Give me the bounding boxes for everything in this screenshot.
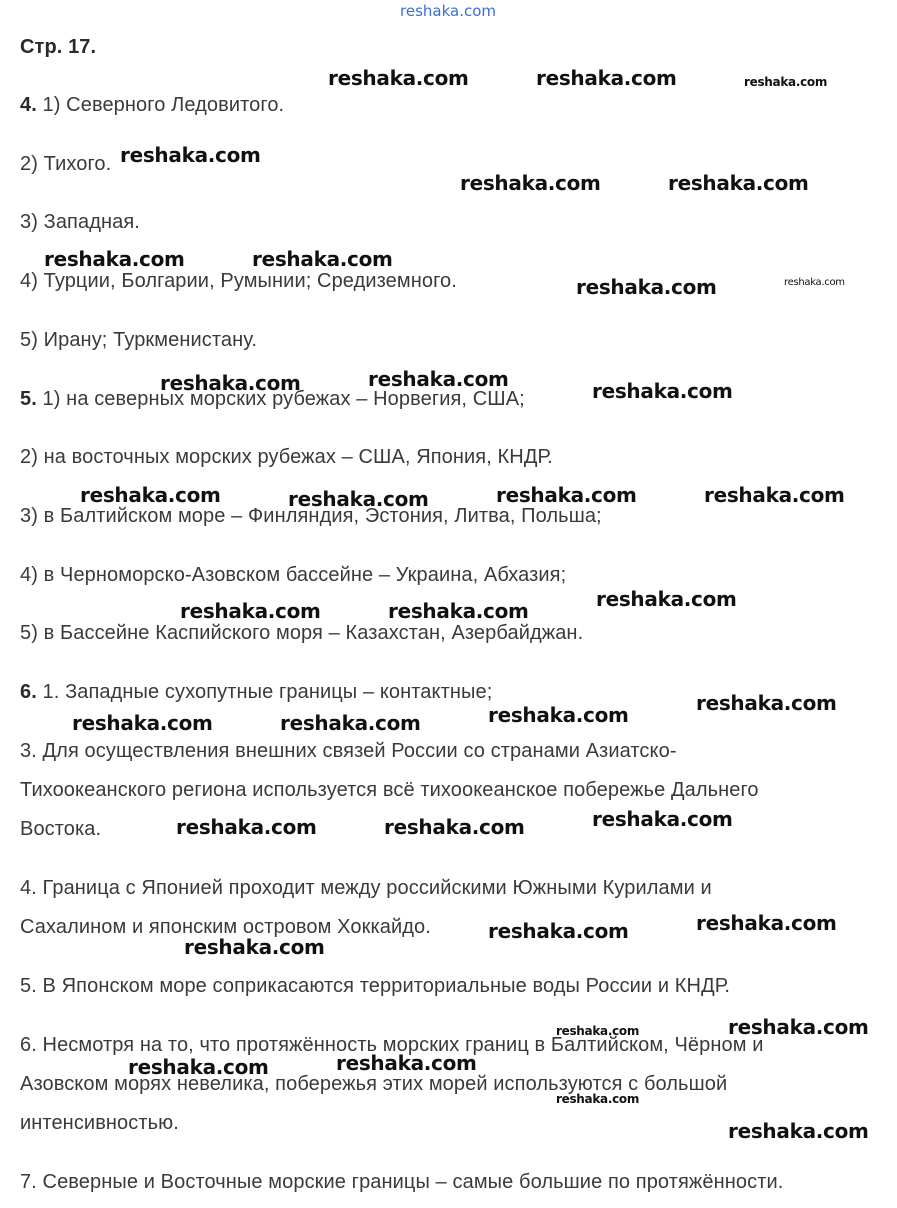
watermark: reshaka.com bbox=[556, 1092, 640, 1106]
answer-line bbox=[20, 203, 140, 242]
task-number: 5. bbox=[20, 388, 37, 410]
watermark: reshaka.com bbox=[488, 703, 629, 727]
watermark: reshaka.com bbox=[576, 275, 717, 299]
page-label: Стр. 17. bbox=[20, 36, 97, 58]
watermark: reshaka.com bbox=[592, 807, 733, 831]
watermark: reshaka.com bbox=[496, 483, 637, 507]
answer-line bbox=[20, 438, 553, 477]
watermark: reshaka.com bbox=[280, 711, 421, 735]
answer-text: 1) Северного Ледовитого. bbox=[36, 94, 285, 116]
watermark: reshaka.com bbox=[592, 379, 733, 403]
answer-line bbox=[20, 1163, 783, 1202]
answer-text: 1. Западные сухопутные границы – контактные; bbox=[36, 681, 493, 703]
answer-text: 4. Граница с Японией проходит между российскими Южными Курилами и bbox=[20, 877, 712, 899]
watermark: reshaka.com bbox=[180, 599, 321, 623]
watermark: reshaka.com bbox=[120, 143, 261, 167]
watermark: reshaka.com bbox=[80, 483, 221, 507]
watermark: reshaka.com bbox=[176, 815, 317, 839]
watermark: reshaka.com bbox=[460, 171, 601, 195]
watermark: reshaka.com bbox=[696, 691, 837, 715]
watermark: reshaka.com bbox=[556, 1024, 640, 1038]
answer-line bbox=[20, 86, 284, 125]
watermark: reshaka.com bbox=[384, 815, 525, 839]
watermark: reshaka.com bbox=[72, 711, 213, 735]
watermark: reshaka.com bbox=[536, 66, 677, 90]
task-number: 4. bbox=[20, 94, 37, 116]
answer-line bbox=[20, 556, 566, 595]
watermark: reshaka.com bbox=[160, 371, 301, 395]
watermark: reshaka.com bbox=[252, 247, 393, 271]
answer-text: Сахалином и японским островом Хоккайдо. bbox=[20, 916, 431, 938]
watermark: reshaka.com bbox=[696, 911, 837, 935]
answer-text: 4) Турции, Болгарии, Румынии; Средиземного. bbox=[20, 270, 457, 292]
answer-text: Востока. bbox=[20, 818, 102, 840]
answer-text: 7. Северные и Восточные морские границы – самые большие по протяжённости. bbox=[20, 1171, 784, 1193]
answer-line bbox=[20, 732, 677, 771]
answer-line bbox=[20, 145, 111, 184]
answer-line bbox=[20, 673, 492, 712]
answer-text: 1) на северных морских рубежах – Норвегия, США; bbox=[36, 388, 525, 410]
watermark: reshaka.com bbox=[728, 1015, 869, 1039]
answer-text: 5. В Японском море соприкасаются территориальные воды России и КНДР. bbox=[20, 975, 731, 997]
answer-text: интенсивностью. bbox=[20, 1112, 179, 1134]
watermark: reshaka.com bbox=[744, 75, 828, 89]
watermark: reshaka.com bbox=[128, 1055, 269, 1079]
answer-line bbox=[20, 967, 730, 1006]
watermark: reshaka.com bbox=[44, 247, 185, 271]
answer-text: 2) Тихого. bbox=[20, 153, 112, 175]
watermark: reshaka.com bbox=[184, 935, 325, 959]
answer-line bbox=[20, 771, 759, 810]
watermark: reshaka.com bbox=[336, 1051, 477, 1075]
task-number: 6. bbox=[20, 681, 37, 703]
watermark: reshaka.com bbox=[488, 919, 629, 943]
watermark: reshaka.com bbox=[596, 587, 737, 611]
answer-text: 2) на восточных морских рубежах – США, Япония, КНДР. bbox=[20, 446, 553, 468]
answer-line bbox=[20, 1104, 179, 1143]
answer-line bbox=[20, 869, 712, 908]
watermark: reshaka.com bbox=[728, 1119, 869, 1143]
answer-line bbox=[20, 321, 257, 360]
answer-text: 3) в Балтийском море – Финляндия, Эстония, Литва, Польша; bbox=[20, 505, 602, 527]
watermark: reshaka.com bbox=[368, 367, 509, 391]
answer-text: 3) Западная. bbox=[20, 211, 140, 233]
watermark: reshaka.com bbox=[388, 599, 529, 623]
watermark: reshaka.com bbox=[704, 483, 845, 507]
watermark: reshaka.com bbox=[328, 66, 469, 90]
answer-text: Тихоокеанского региона используется всё тихоокеанское побережье Дальнего bbox=[20, 779, 759, 801]
answer-text: 6. Несмотря на то, что протяжённость морских границ в Балтийском, Чёрном и bbox=[20, 1034, 764, 1056]
answer-line bbox=[20, 810, 101, 849]
watermark: reshaka.com bbox=[784, 277, 845, 288]
answer-text: 5) Ирану; Туркменистану. bbox=[20, 329, 258, 351]
answer-text: 3. Для осуществления внешних связей России со странами Азиатско- bbox=[20, 740, 677, 762]
answer-text: 4) в Черноморско-Азовском бассейне – Украина, Абхазия; bbox=[20, 564, 567, 586]
site-link[interactable]: reshaka.com bbox=[400, 2, 496, 20]
answer-text: Азовском морях невелика, побережья этих морей используются с большой bbox=[20, 1073, 728, 1095]
answer-text: 5) в Бассейне Каспийского моря – Казахстан, Азербайджан. bbox=[20, 622, 584, 644]
watermark: reshaka.com bbox=[668, 171, 809, 195]
watermark: reshaka.com bbox=[288, 487, 429, 511]
